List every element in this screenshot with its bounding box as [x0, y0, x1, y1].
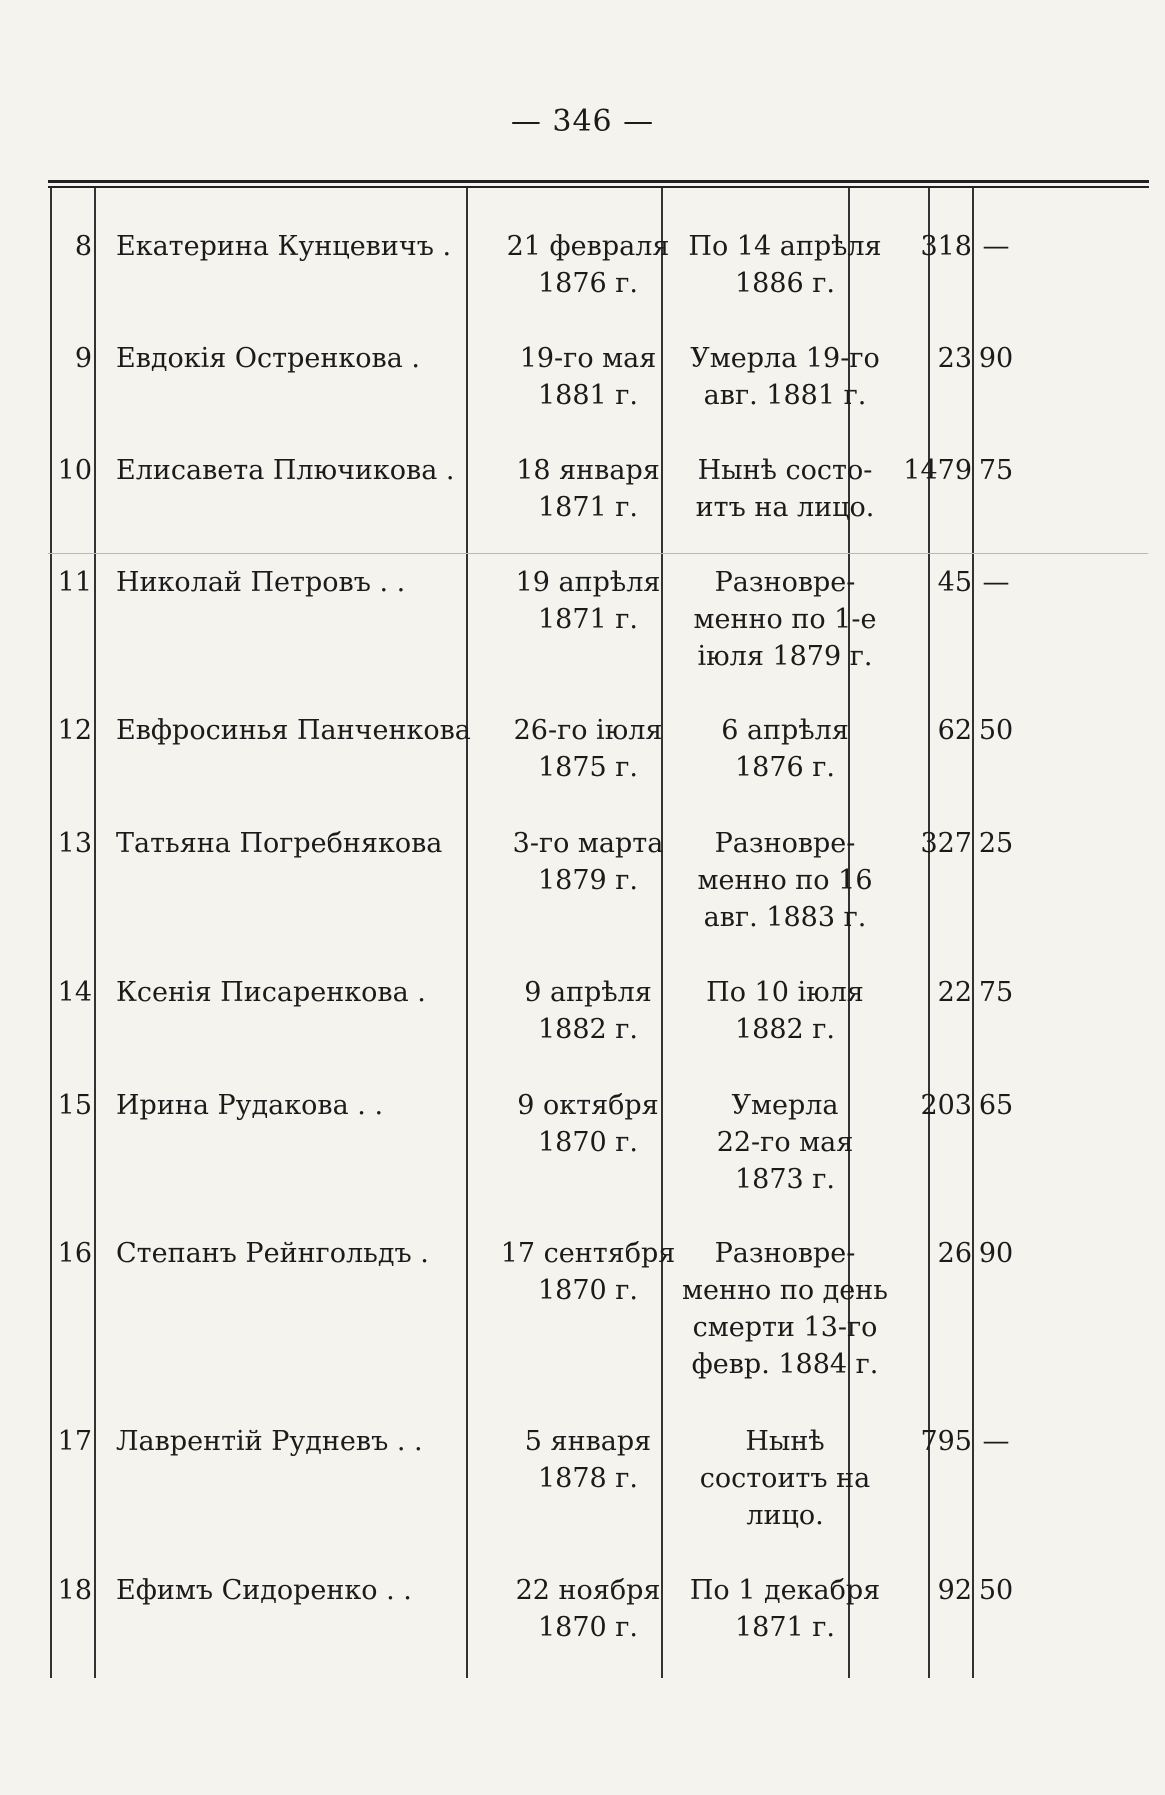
row-number: 16 — [57, 1238, 92, 1269]
end-date-line: менно по день — [682, 1275, 888, 1306]
end-date-line: Разновре- — [714, 828, 856, 859]
end-date-line: менно по 16 — [697, 865, 873, 896]
amount-kopecks: 50 — [978, 715, 1014, 746]
start-date-line: 1879 г. — [537, 865, 639, 896]
end-date-line: 22-го мая — [716, 1127, 854, 1158]
person-name: Ефимъ Сидоренко . . — [116, 1575, 412, 1606]
end-date-line: авг. 1881 г. — [703, 380, 867, 411]
end-date-line: Умерла 19-го — [690, 343, 880, 374]
end-date-line: состоитъ на — [699, 1463, 871, 1494]
amount-rubles: 203 — [920, 1090, 972, 1121]
end-date-line: Разновре- — [714, 1238, 856, 1269]
end-date-line: менно по 1-е — [693, 604, 877, 635]
amount-kopecks: 50 — [978, 1575, 1014, 1606]
end-date-line: Нынѣ состо- — [697, 455, 873, 486]
end-date-line: іюля 1879 г. — [697, 641, 873, 672]
amount-rubles: 62 — [937, 715, 972, 746]
start-date-line: 1870 г. — [537, 1612, 639, 1643]
row-number: 15 — [57, 1090, 92, 1121]
amount-kopecks: — — [982, 567, 1010, 598]
table-top-rule — [48, 180, 1149, 183]
start-date-line: 22 ноября — [515, 1575, 661, 1606]
row-number: 14 — [57, 977, 92, 1008]
column-line-num — [94, 188, 96, 1678]
end-date-line: авг. 1883 г. — [703, 902, 867, 933]
amount-kopecks: — — [982, 1426, 1010, 1457]
amount-kopecks: 75 — [978, 977, 1014, 1008]
person-name: Евдокія Остренкова . — [116, 343, 420, 374]
person-name: Екатерина Кунцевичъ . — [116, 231, 452, 262]
amount-rubles: 45 — [937, 567, 972, 598]
start-date-line: 1870 г. — [537, 1275, 639, 1306]
start-date-line: 1871 г. — [537, 492, 639, 523]
end-date-line: По 14 апрѣля — [688, 231, 882, 262]
person-name: Лаврентій Рудневъ . . — [116, 1426, 423, 1457]
end-date-line: 1873 г. — [734, 1164, 836, 1195]
person-name: Татьяна Погребнякова — [116, 828, 443, 859]
row-number: 12 — [57, 715, 92, 746]
person-name: Елисавета Плючикова . — [116, 455, 455, 486]
table-top-rule-double — [48, 186, 1149, 188]
amount-rubles: 1479 — [903, 455, 972, 486]
row-separator — [48, 553, 1148, 554]
amount-kopecks: 90 — [978, 343, 1014, 374]
start-date-line: 9 октября — [517, 1090, 659, 1121]
end-date-line: 1886 г. — [734, 268, 836, 299]
amount-rubles: 795 — [920, 1426, 972, 1457]
start-date-line: 1871 г. — [537, 604, 639, 635]
amount-rubles: 22 — [937, 977, 972, 1008]
end-date-line: итъ на лицо. — [695, 492, 875, 523]
amount-rubles: 23 — [937, 343, 972, 374]
amount-kopecks: 25 — [978, 828, 1014, 859]
start-date-line: 1878 г. — [537, 1463, 639, 1494]
start-date-line: 21 февраля — [506, 231, 670, 262]
start-date-line: 17 сентября — [500, 1238, 676, 1269]
end-date-line: Умерла — [731, 1090, 839, 1121]
person-name: Ирина Рудакова . . — [116, 1090, 384, 1121]
person-name: Евфросинья Панченкова — [116, 715, 471, 746]
end-date-line: 6 апрѣля — [721, 715, 849, 746]
row-number: 18 — [57, 1575, 92, 1606]
end-date-line: 1882 г. — [734, 1014, 836, 1045]
start-date-line: 18 января — [516, 455, 660, 486]
end-date-line: смерти 13-го — [692, 1312, 878, 1343]
row-number: 13 — [57, 828, 92, 859]
start-date-line: 19 апрѣля — [515, 567, 661, 598]
end-date-line: февр. 1884 г. — [691, 1349, 879, 1380]
end-date-line: 1876 г. — [734, 752, 836, 783]
start-date-line: 5 января — [524, 1426, 652, 1457]
person-name: Николай Петровъ . . — [116, 567, 406, 598]
row-number: 9 — [74, 343, 92, 374]
row-number: 11 — [57, 567, 92, 598]
amount-kopecks: 90 — [978, 1238, 1014, 1269]
amount-kopecks: 75 — [978, 455, 1014, 486]
end-date-line: Разновре- — [714, 567, 856, 598]
start-date-line: 3-го марта — [512, 828, 664, 859]
start-date-line: 1876 г. — [537, 268, 639, 299]
row-number: 17 — [57, 1426, 92, 1457]
start-date-line: 1882 г. — [537, 1014, 639, 1045]
end-date-line: По 10 іюля — [706, 977, 864, 1008]
end-date-line: По 1 декабря — [689, 1575, 881, 1606]
amount-kopecks: — — [982, 231, 1010, 262]
amount-kopecks: 65 — [978, 1090, 1014, 1121]
person-name: Степанъ Рейнгольдъ . — [116, 1238, 429, 1269]
end-date-line: лицо. — [746, 1500, 824, 1531]
column-line-kop — [972, 188, 974, 1678]
page-number: — 346 — — [510, 104, 655, 139]
amount-rubles: 92 — [937, 1575, 972, 1606]
start-date-line: 9 апрѣля — [524, 977, 652, 1008]
end-date-line: 1871 г. — [734, 1612, 836, 1643]
start-date-line: 26-го іюля — [513, 715, 663, 746]
start-date-line: 1870 г. — [537, 1127, 639, 1158]
person-name: Ксенія Писаренкова . — [116, 977, 426, 1008]
start-date-line: 1881 г. — [537, 380, 639, 411]
row-number: 8 — [74, 231, 92, 262]
end-date-line: Нынѣ — [745, 1426, 825, 1457]
start-date-line: 1875 г. — [537, 752, 639, 783]
row-number: 10 — [57, 455, 92, 486]
amount-rubles: 327 — [920, 828, 972, 859]
amount-rubles: 26 — [937, 1238, 972, 1269]
start-date-line: 19-го мая — [519, 343, 657, 374]
amount-rubles: 318 — [920, 231, 972, 262]
